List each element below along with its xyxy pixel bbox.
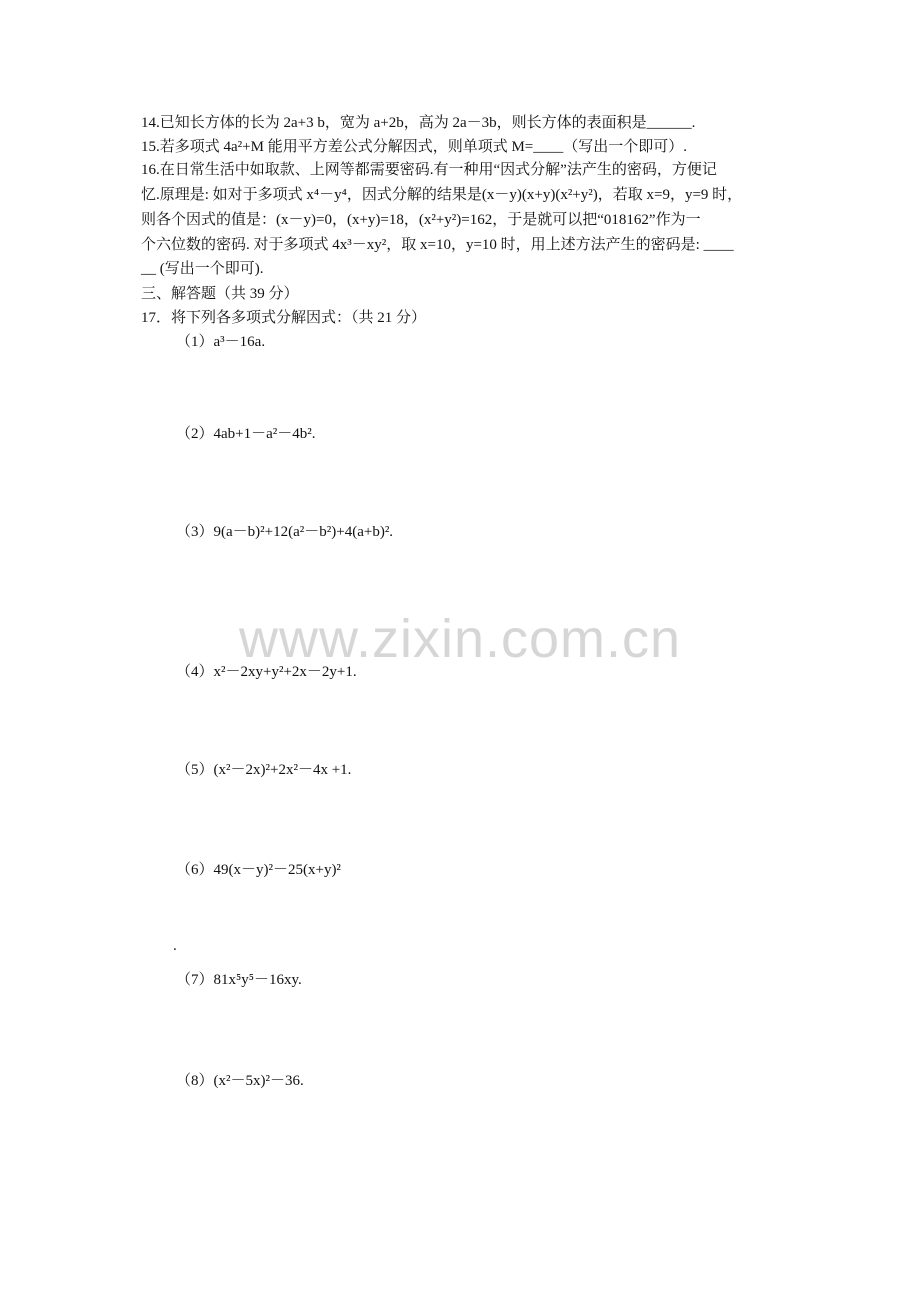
question-16-line-1: 16.在日常生活中如取款、上网等都需要密码.有一种用“因式分解”法产生的密码，方便记 — [141, 162, 717, 178]
question-15: 15.若多项式 4a²+M 能用平方差公式分解因式，则单项式 M=____（写出一个即可）. — [141, 139, 688, 155]
question-14: 14.已知长方体的长为 2a+3 b，宽为 a+2b，高为 2a－3b，则长方体的表面积是______. — [141, 115, 696, 131]
section-title: 三、解答题（共 39 分） — [141, 286, 299, 302]
item-2: （2）4ab+1－a²－4b². — [176, 426, 316, 442]
item-7: （7）81x⁵y⁵－16xy. — [176, 972, 302, 988]
question-17-prompt: 17．将下列各多项式分解因式：（共 21 分） — [141, 310, 427, 326]
stray-dot: . — [173, 938, 177, 954]
item-3: （3）9(a－b)²+12(a²－b²)+4(a+b)². — [176, 524, 394, 540]
item-4: （4）x²－2xy+y²+2x－2y+1. — [176, 664, 357, 680]
question-16-line-3: 则各个因式的值是：(x－y)=0，(x+y)=18，(x²+y²)=162，于是就可以把“018162”作为一 — [141, 212, 701, 228]
item-5: （5）(x²－2x)²+2x²－4x +1. — [176, 762, 352, 778]
question-16-line-2: 忆.原理是: 如对于多项式 x⁴－y⁴，因式分解的结果是(x－y)(x+y)(x²+y²)，若取 x=9，y=9 时， — [141, 187, 743, 203]
question-16-line-4: 个六位数的密码. 对于多项式 4x³－xy²，取 x=10，y=10 时，用上述方法产生的密码是: ____ — [141, 237, 734, 253]
watermark: www.zixin.com.cn — [238, 609, 682, 669]
item-1: （1）a³－16a. — [176, 334, 266, 350]
item-8: （8）(x²－5x)²－36. — [176, 1073, 304, 1089]
question-16-line-5: __ (写出一个即可). — [141, 261, 264, 277]
item-6: （6）49(x－y)²－25(x+y)² — [176, 862, 341, 878]
